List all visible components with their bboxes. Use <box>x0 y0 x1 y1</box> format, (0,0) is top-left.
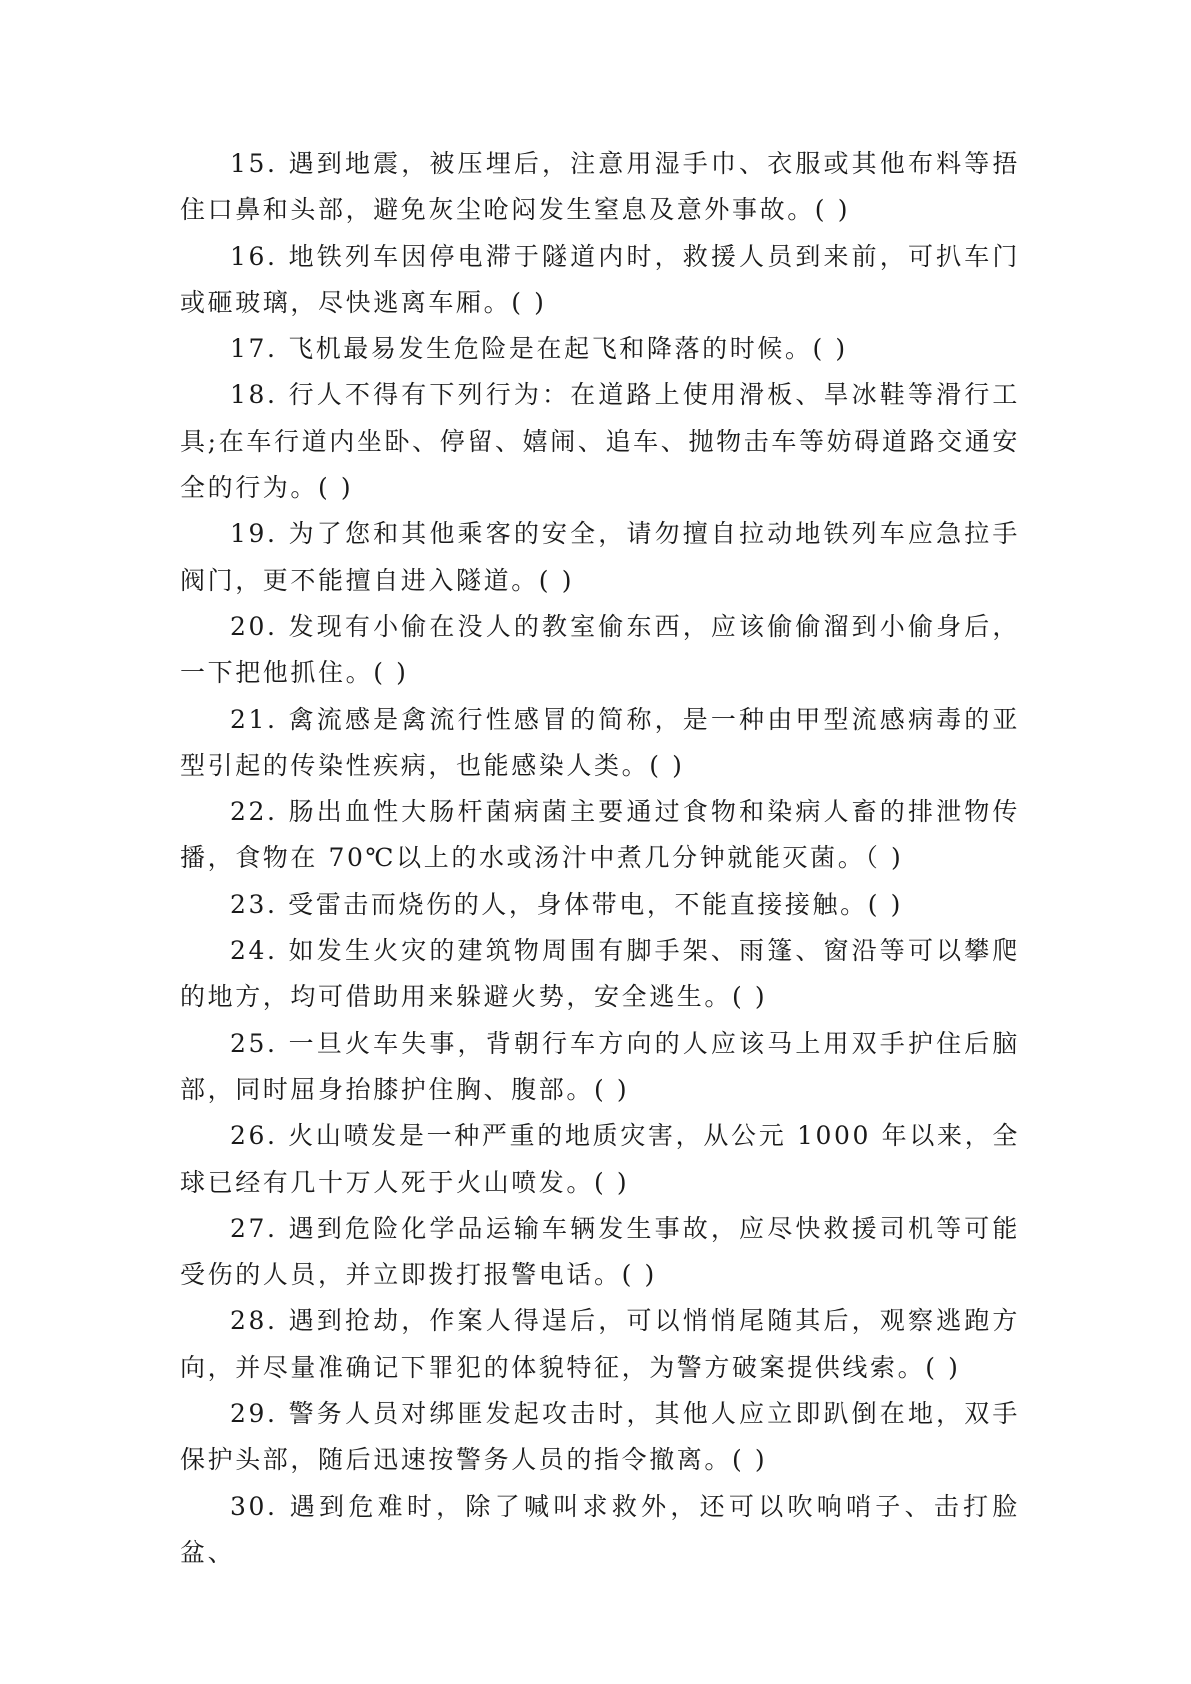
question-15: 15. 遇到地震，被压埋后，注意用湿手巾、衣服或其他布料等捂住口鼻和头部，避免灰尘呛闷发生窒息及意外事故。( ) <box>180 149 1020 225</box>
question-26: 26. 火山喷发是一种严重的地质灾害，从公元 1000 年以来，全球已经有几十万人死于火山喷发。( ) <box>180 1121 1020 1197</box>
question-17: 17. 飞机最易发生危险是在起飞和降落的时候。( ) <box>230 334 848 364</box>
question-19: 19. 为了您和其他乘客的安全，请勿擅自拉动地铁列车应急拉手阀门，更不能擅自进入隧道。( ) <box>180 519 1020 595</box>
question-30: 30. 遇到危难时，除了喊叫求救外，还可以吹响哨子、击打脸盆、 <box>180 1491 1020 1567</box>
question-20: 20. 发现有小偷在没人的教室偷东西，应该偷偷溜到小偷身后，一下把他抓住。( ) <box>180 611 1020 688</box>
question-27: 27. 遇到危险化学品运输车辆发生事故，应尽快救援司机等可能受伤的人员，并立即拨打报警电话。( ) <box>180 1213 1020 1290</box>
question-22: 22. 肠出血性大肠杆菌病菌主要通过食物和染病人畜的排泄物传播，食物在 70℃以上的水或汤汁中煮几分钟就能灭菌。（ ) <box>180 797 1020 873</box>
question-18: 18. 行人不得有下列行为：在道路上使用滑板、旱冰鞋等滑行工具;在车行道内坐卧、停留、嬉闹、追车、抛物击车等妨碍道路交通安全的行为。( ) <box>180 380 1020 503</box>
question-16: 16. 地铁列车因停电滞于隧道内时，救援人员到来前，可扒车门或砸玻璃，尽快逃离车厢。( ) <box>180 241 1020 317</box>
question-28: 28. 遇到抢劫，作案人得逞后，可以悄悄尾随其后，观察逃跑方向，并尽量准确记下罪犯的体貌特征，为警方破案提供线索。( ) <box>180 1306 1020 1382</box>
question-24: 24. 如发生火灾的建筑物周围有脚手架、雨篷、窗沿等可以攀爬的地方，均可借助用来躲避火势，安全逃生。( ) <box>180 936 1020 1012</box>
question-list <box>180 141 1020 1576</box>
question-29: 29. 警务人员对绑匪发起攻击时，其他人应立即趴倒在地，双手保护头部，随后迅速按警务人员的指令撤离。( ) <box>180 1399 1020 1475</box>
question-25: 25. 一旦火车失事，背朝行车方向的人应该马上用双手护住后脑部，同时屈身抬膝护住胸、腹部。( ) <box>180 1028 1020 1104</box>
question-23: 23. 受雷击而烧伤的人，身体带电，不能直接接触。( ) <box>230 889 903 919</box>
question-21: 21. 禽流感是禽流行性感冒的简称，是一种由甲型流感病毒的亚型引起的传染性疾病，也能感染人类。( ) <box>180 704 1020 780</box>
